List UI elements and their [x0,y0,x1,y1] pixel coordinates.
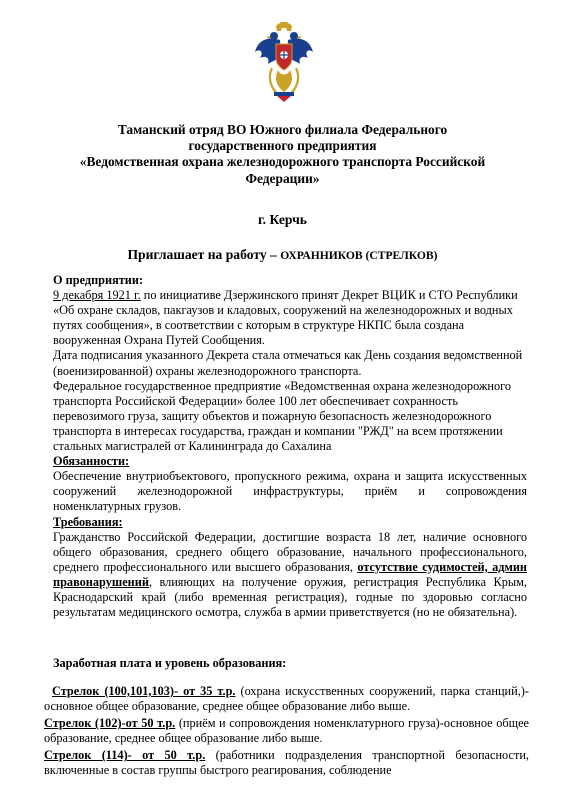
header-line: Таманский отряд ВО Южного филиала Федерального [117,122,448,137]
requirements-heading: Требования: [53,514,123,529]
founding-date: 9 декабря 1921 г. [53,288,141,303]
invitation-prefix: Приглашает на работу – [127,247,281,262]
salary-text: (приём и сопровождения номенклатурного груза)-основное общее образование, среднее общее образование либо выше. [44,716,529,746]
header-line: государственного предприятия [188,138,377,154]
double-headed-eagle-emblem-icon [254,22,314,104]
requirements-part: , влияющих на получение оружия, регистрация Республика Крым, Краснодарский край (либо временная регистрация), годные по здоровью согласно результатам медицинского осмотра, служба в армии приветствуется (но не обязательна). [53,574,527,620]
salary-text: (охрана искусственных сооружений, парка станций,)-основное общее образование, среднее общее образование либо выше. [44,684,529,714]
requirements-part: Гражданство Российской Федерации, достигшие возраста 18 лет, наличие основного общего образования, среднего общего образование, начального профессионального, среднего профессионального или высшего образования, [53,529,527,574]
document-body [53,273,527,620]
about-paragraph [53,288,527,348]
duties-text: Обеспечение внутриобъектового, пропускного режима, охрана и защита искусственных сооружений железнодорожной инфраструктуры, приём и сопровождения номенклатурных грузов. [53,469,527,514]
city-title: г. Керчь [258,212,307,227]
salary-item [44,716,529,746]
about-heading: О предприятии: [53,273,144,287]
salary-label: Стрелок (100,101,103)- от 35 т.р. [52,684,236,698]
about-paragraph: Федеральное государственное предприятие «Ведомственная охрана железнодорожного транспорта Российской Федерации» более 100 лет обеспечивает сохранность перевозимого груза, защиту объектов и пожарную безопасность железнодорожного транспорта в интересах государства, граждан и компании "РЖД" на всем протяжении стальных магистралей от Калининграда до Сахалина [53,378,512,454]
salary-list [44,684,529,781]
duties-heading: Обязанности: [53,454,130,469]
salary-label: Стрелок (102)-от 50 т.р. [44,716,176,731]
salary-item [44,748,529,778]
about-text: по инициативе Дзержинского принят Декрет ВЦИК и СТО Республики «Об охране складов, пакгаузов и кладовых, сооружений на железнодорожных и водных путях сообщения», в соответствии с которым в структуре НКПС была создана вооруженная Охрана Путей Сообщения. [53,288,518,348]
salary-heading: Заработная плата и уровень образования: [53,656,287,670]
requirements-highlight: отсутствие судимостей, админ правонарушений [53,559,527,589]
requirements-text [53,530,527,621]
salary-label: Стрелок (114)- от 50 т.р. [44,748,206,763]
about-paragraph: Дата подписания указанного Декрета стала отмечаться как День создания ведомственной (военизированной) охраны железнодорожного транспорта. [53,348,523,378]
organization-header [30,122,535,187]
salary-text: (работники подразделения транспортной безопасности, включенные в состав группы быстрого реагирования, соблюдение [44,748,529,778]
salary-item [44,684,529,714]
job-position: ОХРАННИКОВ (СТРЕЛКОВ) [280,249,438,262]
header-line: «Ведомственная охрана железнодорожного транспорта Российской [79,154,486,170]
invitation-title [0,247,565,263]
header-line: Федерации» [245,170,320,186]
